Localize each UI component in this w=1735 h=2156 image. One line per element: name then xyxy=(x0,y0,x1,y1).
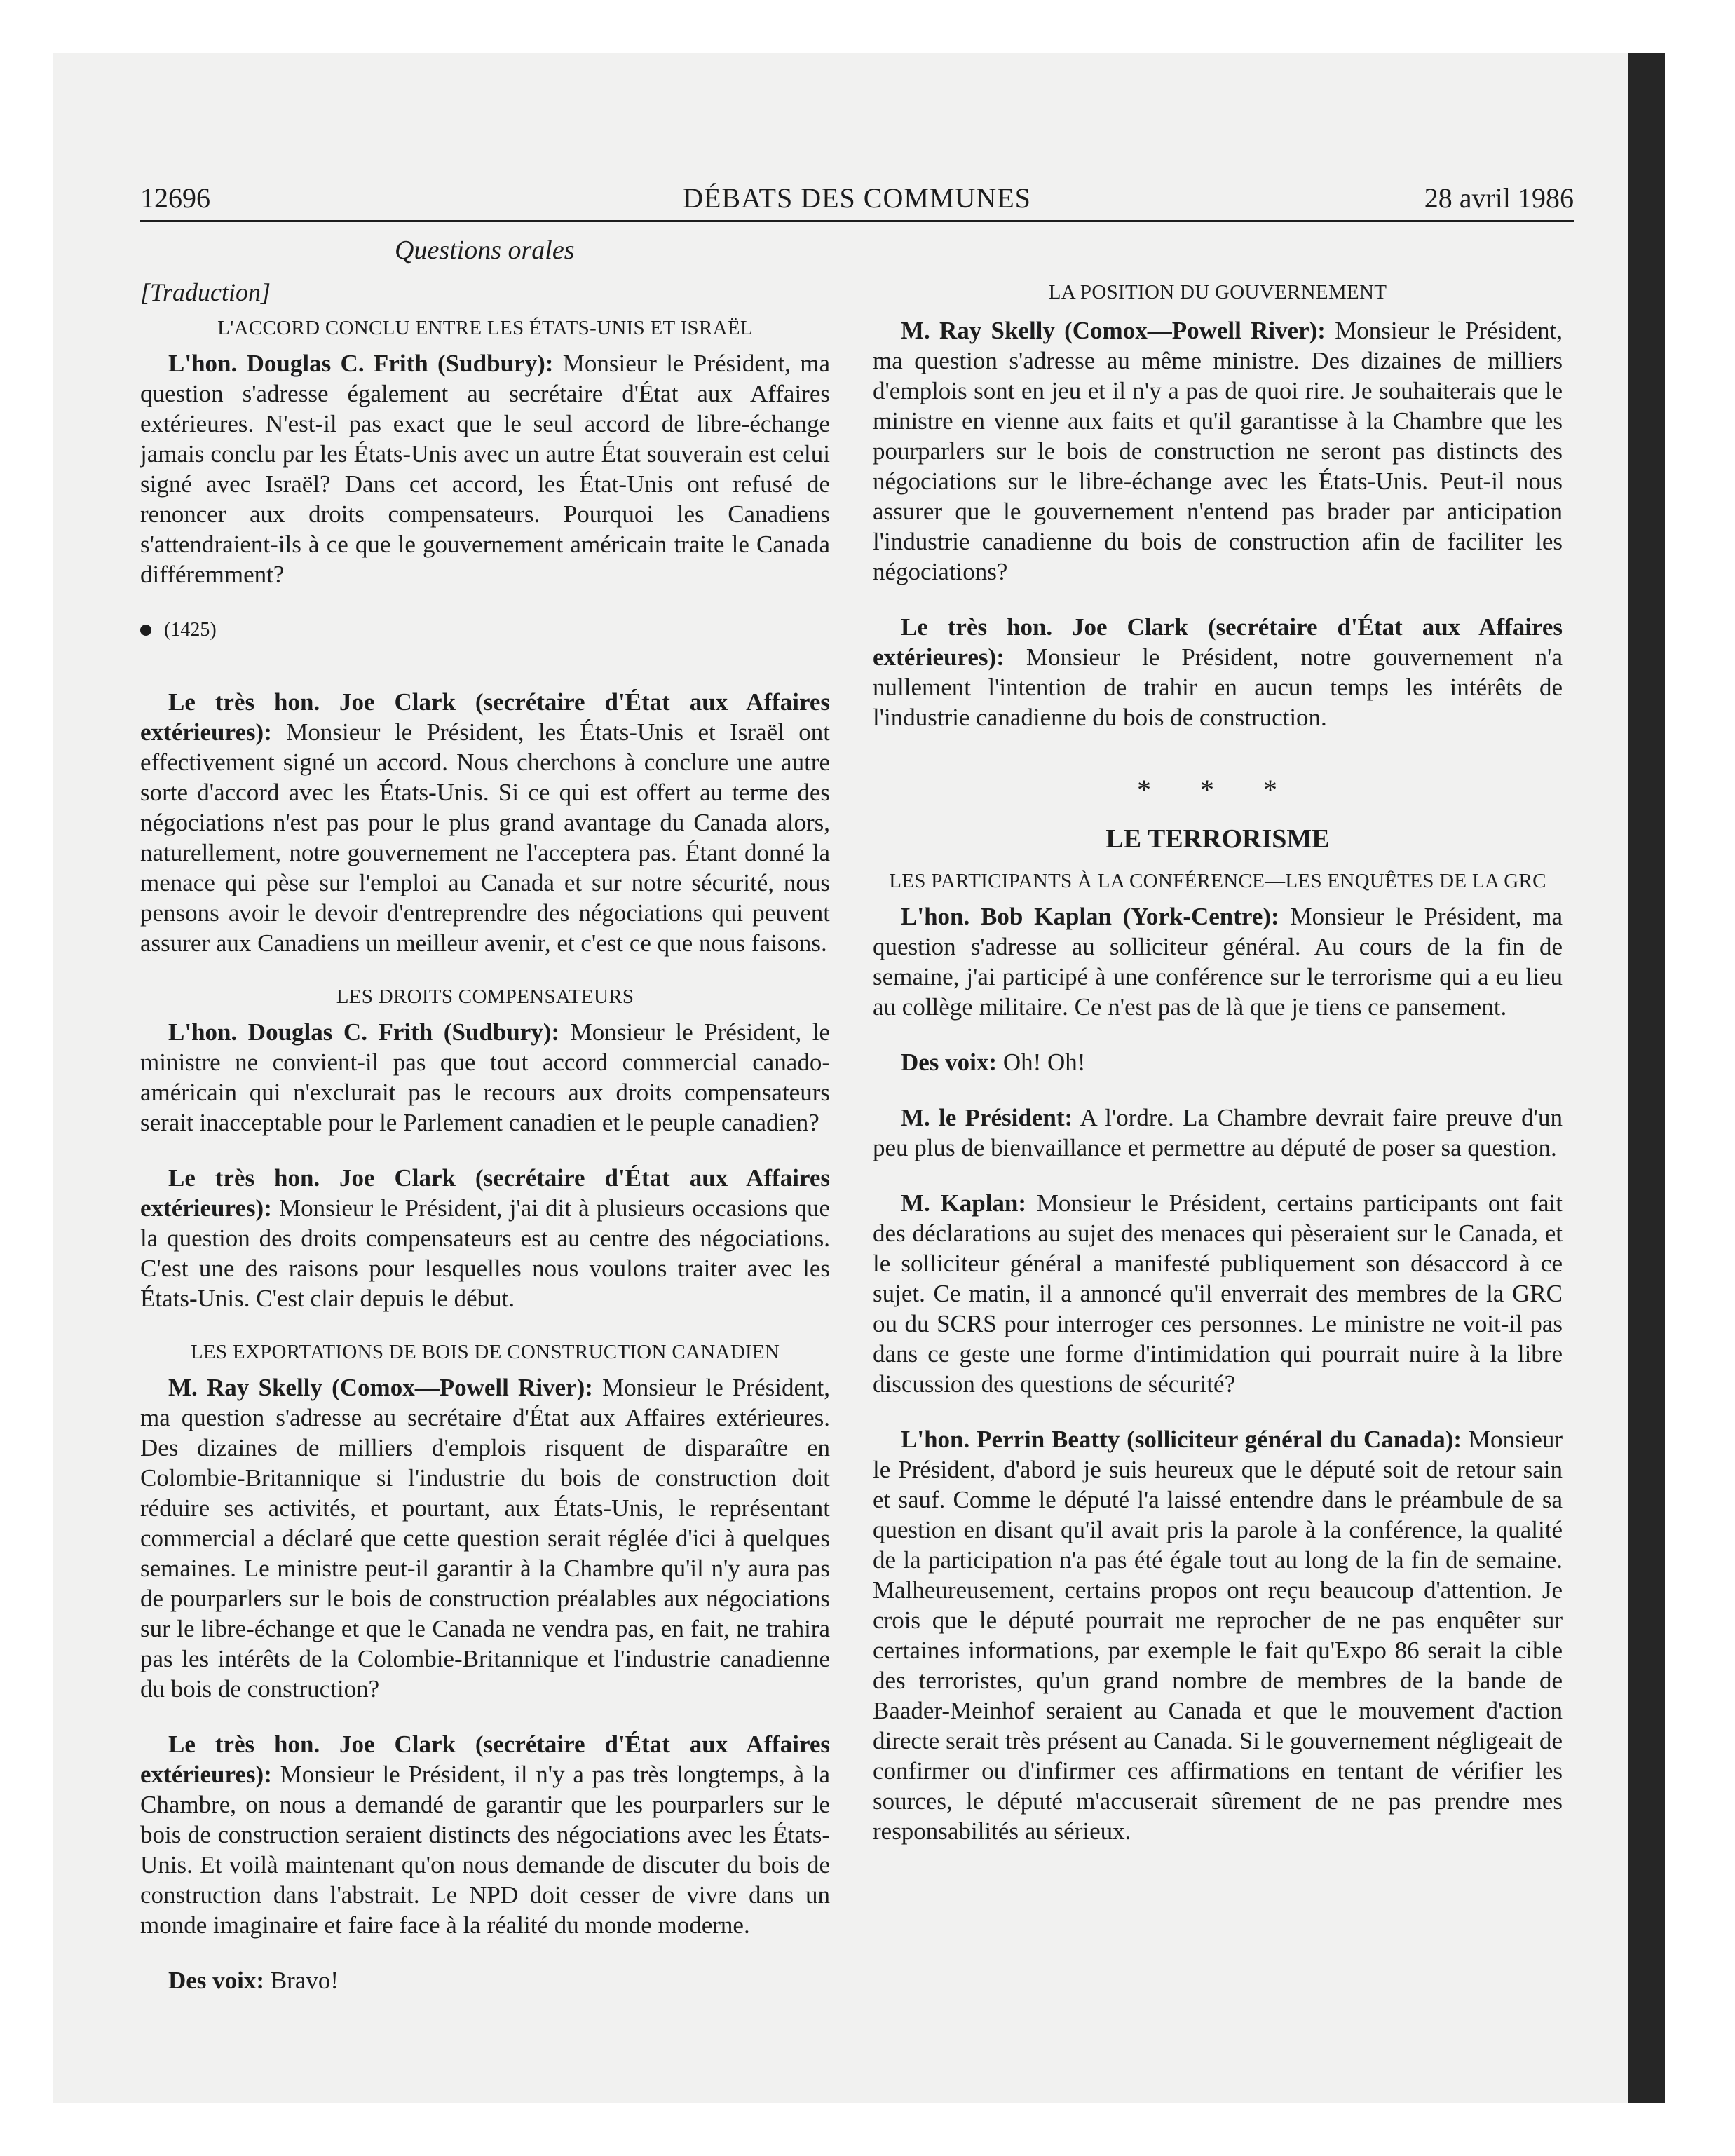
speech-text: Bravo! xyxy=(264,1967,339,1994)
speaker-name: Des voix: xyxy=(168,1967,265,1994)
section-heading: LE TERRORISME xyxy=(1105,824,1330,854)
speaker-name: M. Ray Skelly (Comox—Powell River): xyxy=(168,1374,593,1401)
speech-paragraph xyxy=(140,1729,830,1940)
speech-text: Monsieur le Président, d'abord je suis heureux que le député soit de retour sain et sauf. Comme le député l'a laissé entendre dans le préambule de sa question en disant qu'il avait pris la parole à la conférence, la qualité de la participation n'a pas été égale tout au long de la fin de semaine. Malheureusement, certains propos ont reçu beaucoup d'attention. Je crois que le député pourrait me reprocher de ne pas enquêter sur certaines informations, par exemple le fait qu'Expo 86 serait la cible des terroristes, qu'un grand nombre de membres de la bande de Baader-Meinhof seraient au Canada et que le mouvement d'action directe serait très présent au Canada. Si le gouvernement négligeait de confirmer ou d'infirmer ces affirmations en tentant de vérifier les sources, le député m'accuserait sûrement de ne pas prendre mes responsabilités au sérieux. xyxy=(873,1426,1563,1845)
speech-paragraph xyxy=(140,1965,830,1995)
speech-text: Monsieur le Président, ma question s'adresse au secrétaire d'État aux Affaires extérieures. Des dizaines de milliers d'emplois risquent de disparaître en Colombie-Britannique si l'industrie du bois de construction doit réduire ses activités, et pourtant, aux États-Unis, le représentant commercial a déclaré que cette question serait réglée d'ici à quelques semaines. Le ministre peut-il garantir à la Chambre qu'il n'y aura pas de pourparlers sur le bois de construction préalables aux négociations sur le libre-échange et que le Canada ne vendra pas, en fait, ne trahira pas les intérêts de la Colombie-Britannique et l'industrie canadienne du bois de construction? xyxy=(140,1374,830,1703)
speech-paragraph xyxy=(140,1017,830,1138)
speech-paragraph xyxy=(873,901,1563,1022)
hansard-page xyxy=(140,175,1574,2033)
speech-text: Monsieur le Président, les États-Unis et Israël ont effectivement signé un accord. Nous cherchons à conclure une autre sorte d'accord avec les États-Unis. Si ce qui est offert au terme des négociations n'est pas pour le plus grand avantage du Canada alors, naturellement, notre gouvernement ne l'acceptera pas. Étant donné la menace qui pèse sur l'emploi au Canada et sur notre sécurité, nous pensons avoir le devoir d'entreprendre des négociations qui peuvent assurer aux Canadiens un meilleur avenir, et c'est ce que nous faisons. xyxy=(140,718,830,957)
speaker-name: Le très hon. Joe Clark (secrétaire d'État aux Affaires extérieures): xyxy=(873,613,1563,671)
right-column xyxy=(873,273,1563,1871)
page-header xyxy=(140,181,1574,222)
speech-paragraph xyxy=(140,348,830,589)
speech-text: Monsieur le Président, il n'y a pas très longtemps, à la Chambre, on nous a demandé de garantir que les pourparlers sur le bois de construction seraient distincts des négociations avec les États-Unis. Et voilà maintenant qu'on nous demande de discuter du bois de construction dans l'abstrait. Le NPD doit cesser de vivre dans un monde imaginaire et faire face à la réalité du monde moderne. xyxy=(140,1761,830,1939)
speech-paragraph xyxy=(873,1188,1563,1399)
speaker-name: Le très hon. Joe Clark (secrétaire d'État aux Affaires extérieures): xyxy=(140,1731,830,1788)
subheading: LES DROITS COMPENSATEURS xyxy=(336,985,634,1008)
translation-tag: [Traduction] xyxy=(140,278,271,306)
section-separator: * * * xyxy=(1137,774,1298,805)
subheading: L'ACCORD CONCLU ENTRE LES ÉTATS-UNIS ET ISRAËL xyxy=(217,317,753,339)
speech-paragraph xyxy=(140,1372,830,1704)
speaker-name: L'hon. Douglas C. Frith (Sudbury): xyxy=(168,1018,560,1046)
speech-paragraph xyxy=(873,315,1563,587)
bullet-icon xyxy=(140,625,151,636)
page-number: 12696 xyxy=(140,182,210,214)
speaker-name: M. Kaplan: xyxy=(901,1189,1027,1217)
speech-paragraph xyxy=(140,1163,830,1314)
subheading: LES EXPORTATIONS DE BOIS DE CONSTRUCTION CANADIEN xyxy=(190,1341,780,1363)
speech-paragraph xyxy=(873,1103,1563,1163)
speaker-name: Des voix: xyxy=(901,1049,998,1076)
speaker-name: L'hon. Douglas C. Frith (Sudbury): xyxy=(168,350,554,377)
speech-text: Monsieur le Président, ma question s'adresse également au secrétaire d'État aux Affaires extérieures. N'est-il pas exact que le seul accord de libre-échange jamais conclu par les États-Unis avec un autre État souverain est celui signé avec Israël? Dans cet accord, les État-Unis ont refusé de renoncer aux droits compensateurs. Pourquoi les Canadiens s'attendraient-ils à ce que le gouvernement américain traite le Canada différemment? xyxy=(140,350,831,588)
speech-paragraph xyxy=(873,1047,1563,1077)
subheading: LA POSITION DU GOUVERNEMENT xyxy=(1048,281,1387,303)
speaker-name: L'hon. Bob Kaplan (York-Centre): xyxy=(901,903,1279,930)
speech-paragraph xyxy=(873,612,1563,732)
page-date: 28 avril 1986 xyxy=(1424,182,1574,214)
speech-text: A l'ordre. La Chambre devrait faire preuve d'un peu plus de bienvaillance et permettre au député de poser sa question. xyxy=(873,1104,1563,1161)
scan-edge-shadow xyxy=(1628,53,1665,2103)
speech-text: Monsieur le Président, j'ai dit à plusieurs occasions que la question des droits compensateurs est au centre des négociations. C'est une des raisons pour lesquelles nous voulons traiter avec les États-Unis. C'est clair depuis le début. xyxy=(140,1194,830,1312)
publication-title: DÉBATS DES COMMUNES xyxy=(683,182,1031,214)
speaker-name: M. Ray Skelly (Comox—Powell River): xyxy=(901,317,1326,344)
subheading: LES PARTICIPANTS À LA CONFÉRENCE—LES ENQUÊTES DE LA GRC xyxy=(889,870,1546,892)
time-stamp: (1425) xyxy=(164,619,217,641)
left-column xyxy=(140,273,830,2021)
time-marker xyxy=(140,615,830,645)
speech-text: Monsieur le Président, certains participants ont fait des déclarations au sujet des menaces qui pèseraient sur le Canada, et le solliciteur général a manifesté publiquement son désaccord à ce sujet. Ce matin, il a annoncé qu'il enverrait des membres de la GRC ou du SCRS pour interroger ces personnes. Le ministre ne voit-il pas dans ce geste une forme d'intimidation qui pourrait nuire à la libre discussion des questions de sécurité? xyxy=(873,1189,1563,1398)
speaker-name: Le très hon. Joe Clark (secrétaire d'État aux Affaires extérieures): xyxy=(140,688,830,746)
speech-text: Monsieur le Président, le ministre ne convient-il pas que tout accord commercial canado-américain qui n'exclurait pas le recours aux droits compensateurs serait inacceptable pour le Parlement canadien et le peuple canadien? xyxy=(140,1018,831,1136)
speaker-name: L'hon. Perrin Beatty (solliciteur général du Canada): xyxy=(901,1426,1462,1453)
running-head: Questions orales xyxy=(395,236,575,265)
speech-paragraph xyxy=(873,1424,1563,1846)
speech-text: Monsieur le Président, notre gouvernement n'a nullement l'intention de trahir en aucun temps les intérêts de l'industrie canadienne du bois de construction. xyxy=(873,643,1563,731)
speech-paragraph xyxy=(140,687,830,958)
speaker-name: M. le Président: xyxy=(901,1104,1073,1131)
speaker-name: Le très hon. Joe Clark (secrétaire d'État aux Affaires extérieures): xyxy=(140,1164,830,1222)
speech-text: Monsieur le Président, ma question s'adresse au solliciteur général. Au cours de la fin de semaine, j'ai participé à une conférence sur le terrorisme qui a eu lieu au collège militaire. Ce n'est pas de là que je tiens ce pansement. xyxy=(873,903,1563,1021)
speech-text: Monsieur le Président, ma question s'adresse au même ministre. Des dizaines de milliers d'emplois sont en jeu et il n'y a pas de quoi rire. Je souhaiterais que le ministre en vienne aux faits et qu'il garantisse à la Chambre que les pourparlers sur le bois de construction ne seront pas distincts des négociations sur le libre-échange avec les États-Unis. Peut-il nous assurer que le gouvernement n'entend pas brader par anticipation l'industrie canadienne du bois de construction afin de faciliter les négociations? xyxy=(873,317,1563,585)
speech-text: Oh! Oh! xyxy=(997,1049,1086,1076)
